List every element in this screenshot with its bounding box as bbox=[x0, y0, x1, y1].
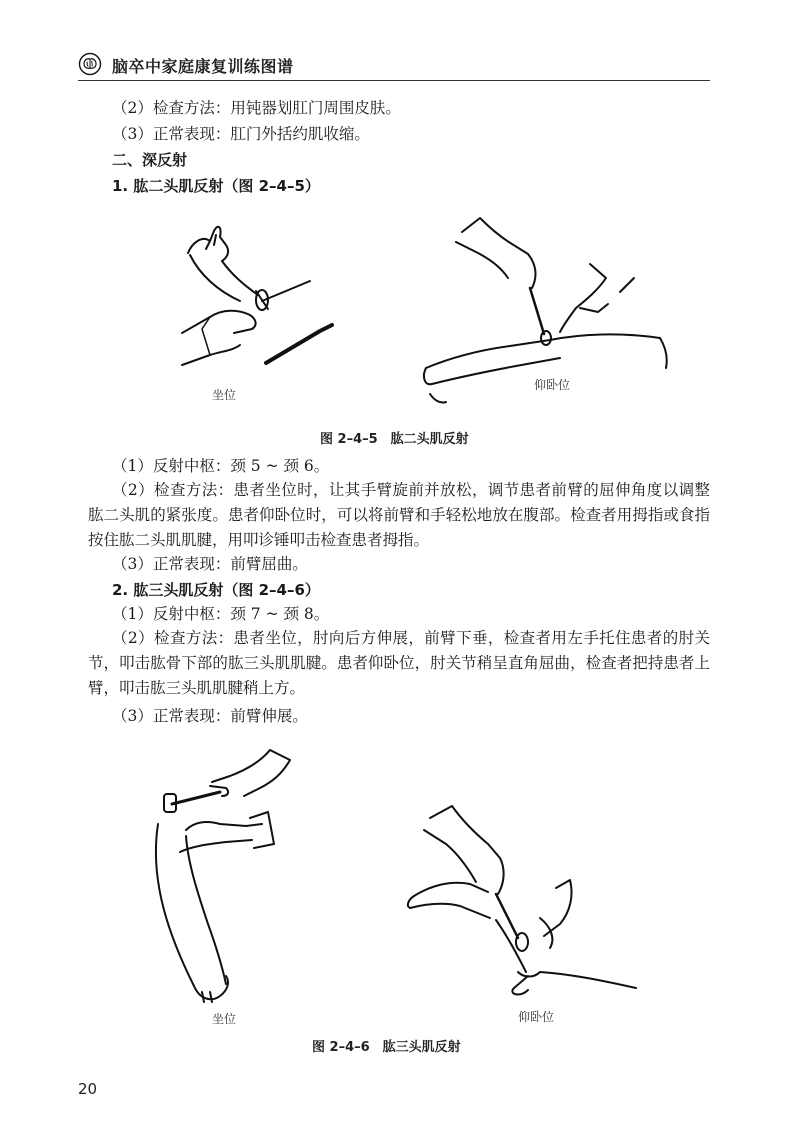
text-line-check-method: （2）检查方法：用钝器划肛门周围皮肤。 bbox=[112, 99, 401, 117]
figure-label-supine-2: 仰卧位 bbox=[518, 1010, 555, 1024]
figure-caption-biceps: 图 2–4–5 肱二头肌反射 bbox=[320, 432, 469, 447]
figure-label-sitting-2: 坐位 bbox=[212, 1012, 237, 1026]
figure-caption-triceps: 图 2–4–6 肱三头肌反射 bbox=[312, 1040, 461, 1055]
text-reflex-center-triceps: （1）反射中枢：颈 7 ~ 颈 8。 bbox=[112, 605, 330, 623]
figure-triceps-sitting bbox=[150, 740, 300, 1008]
figure-label-supine: 仰卧位 bbox=[534, 378, 571, 392]
text-normal-biceps: （3）正常表现：前臂屈曲。 bbox=[112, 555, 308, 573]
header-divider bbox=[78, 80, 710, 81]
brain-logo-icon bbox=[78, 52, 102, 76]
subsection-heading-biceps: 1. 肱二头肌反射（图 2–4–5） bbox=[112, 177, 320, 195]
running-header bbox=[78, 48, 710, 82]
section-heading: 二、深反射 bbox=[112, 151, 188, 169]
text-reflex-center-biceps: （1）反射中枢：颈 5 ~ 颈 6。 bbox=[112, 457, 330, 475]
text-method-triceps: （2）检查方法：患者坐位，肘向后方伸展，前臂下垂，检查者用左手托住患者的肘关节，叩击肱骨下部的肱三头肌肌腱。患者仰卧位，肘关节稍呈直角屈曲，检查者把持患者上臂，叩击肱三头肌肌腱稍上方。 bbox=[88, 629, 710, 697]
figure-biceps-sitting bbox=[170, 205, 340, 380]
subsection-heading-triceps: 2. 肱三头肌反射（图 2–4–6） bbox=[112, 581, 320, 599]
text-method-biceps: （2）检查方法：患者坐位时，让其手臂旋前并放松，调节患者前臂的屈伸角度以调整肱二头肌的紧张度。患者仰卧位时，可以将前臂和手轻松地放在腹部。检查者用拇指或食指按住肱二头肌肌腱，用叩诊锤叩击检查患者拇指。 bbox=[88, 481, 710, 549]
figure-triceps-supine bbox=[400, 800, 650, 1005]
page-number: 20 bbox=[78, 1080, 98, 1098]
text-line-normal-sign: （3）正常表现：肛门外括约肌收缩。 bbox=[112, 125, 370, 143]
figure-label-sitting: 坐位 bbox=[212, 388, 237, 402]
header-title: 脑卒中家庭康复训练图谱 bbox=[112, 57, 294, 76]
text-normal-triceps: （3）正常表现：前臂伸展。 bbox=[112, 707, 308, 725]
